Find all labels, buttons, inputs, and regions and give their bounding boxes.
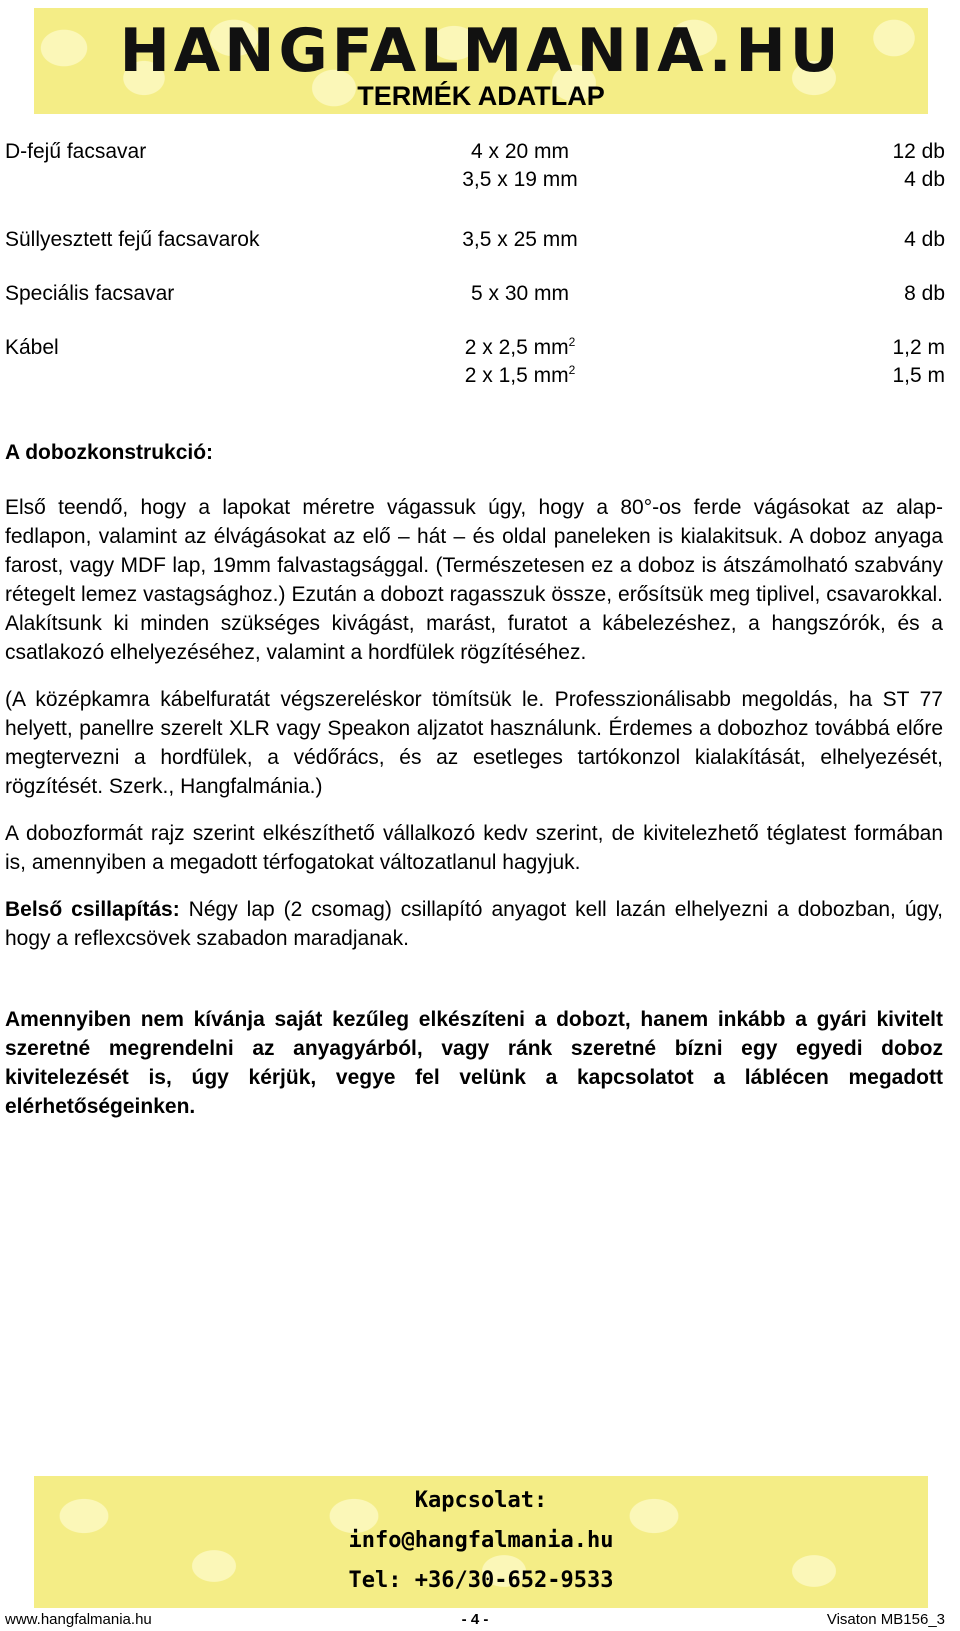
footer-page-number: - 4 - xyxy=(461,1611,489,1628)
paragraph-construction: Első teendő, hogy a lapokat méretre vágassuk úgy, hogy a 80°-os ferde vágásokat az alap- fedlapon, valamint az élvágásokat az elő – hát – és oldal paneleken is kialakitsuk. A doboz anyaga farost, vagy MDF lap, 19mm falvastagsággal. (Természetesen ez a doboz is átszámolható szabvány rétegelt lemez vastagsághoz.) Ezután a dobozt ragasszuk össze, erősítsük meg tiplivel, csavarokkal. Alakítsunk ki minden szükséges kivágást, marást, furatot a kábelezéshez, a hangszórók, és a csatlakozó elhelyezéséhez, valamint a hordfülek rögzítéséhez. xyxy=(5,496,943,664)
part-size-value: 3,5 x 25 mm xyxy=(462,228,578,251)
part-size-value: 2 x 2,5 mm xyxy=(464,336,569,359)
part-size-exponent: 2 xyxy=(568,335,576,349)
part-name: D-fejű facsavar xyxy=(5,140,147,163)
footer xyxy=(5,1610,945,1630)
contact-phone: Tel: +36/30-652-9533 xyxy=(348,1568,614,1593)
part-size xyxy=(365,362,675,390)
document-body xyxy=(5,438,943,1121)
site-logo: HANGFALMANIA.HU xyxy=(119,16,843,86)
part-item xyxy=(5,334,945,390)
part-quantity: 1,2 m xyxy=(892,336,945,359)
part-size-exponent: 2 xyxy=(568,363,576,377)
contact-email[interactable]: info@hangfalmania.hu xyxy=(348,1528,614,1553)
part-size-value: 4 x 20 mm xyxy=(470,140,570,163)
page-title: TERMÉK ADATLAP xyxy=(357,81,605,111)
part-quantity: 12 db xyxy=(892,140,945,163)
part-item xyxy=(5,280,945,308)
part-row xyxy=(5,280,945,308)
part-row xyxy=(5,166,945,194)
footer-website[interactable]: www.hangfalmania.hu xyxy=(5,1611,152,1628)
part-size xyxy=(365,334,675,362)
part-quantity: 4 db xyxy=(904,168,945,191)
section-title: A dobozkonstrukció: xyxy=(5,441,214,464)
part-name: Süllyesztett fejű facsavarok xyxy=(5,228,260,251)
part-row xyxy=(5,334,945,362)
part-quantity: 1,5 m xyxy=(892,364,945,387)
paragraph-editor-note: (A középkamra kábelfuratát végszereléskor tömítsük le. Professzionálisabb megoldás, ha ST 77 helyett, panellre szerelt XLR vagy Speakon aljzatot használunk. Érdemes a dobozhoz továbbá előre megtervezni a hordfülek, a védőrács, és az esetleges tartókonzol kialakítását, elhelyezését, rögzítését. Szerk., Hangfalmánia.) xyxy=(5,688,943,798)
part-row xyxy=(5,138,945,166)
damping-text: Négy lap (2 csomag) csillapító anyagot kell lazán elhelyezni a dobozban, úgy, hogy a reflexcsövek szabadon maradjanak. xyxy=(5,898,943,950)
part-size xyxy=(365,138,675,166)
part-size-value: 5 x 30 mm xyxy=(470,282,570,305)
header-banner xyxy=(34,8,928,114)
part-size xyxy=(365,166,675,194)
part-size-value: 2 x 1,5 mm xyxy=(464,364,569,387)
paragraph-box-shape: A dobozformát rajz szerint elkészíthető vállalkozó kedv szerint, de kivitelezhető téglatest formában is, amennyiben a megadott térfogatokat változatlanul hagyjuk. xyxy=(5,822,943,874)
part-size xyxy=(365,226,675,254)
part-size xyxy=(365,280,675,308)
parts-list xyxy=(5,138,945,390)
part-size-value: 3,5 x 19 mm xyxy=(462,168,578,191)
part-name: Kábel xyxy=(5,336,59,359)
footer-doc-id: Visaton MB156_3 xyxy=(826,1611,945,1628)
part-row xyxy=(5,226,945,254)
paragraph-order-notice: Amennyiben nem kívánja saját kezűleg elkészíteni a dobozt, hanem inkább a gyári kivitelt szeretné megrendelni az anyagyárból, vagy ránk szeretné bízni egy egyedi doboz kivitelezését is, úgy kérjük, vegye fel velünk a kapcsolatot a láblécen megadott elérhetőségeinken. xyxy=(5,1008,943,1118)
part-item xyxy=(5,138,945,194)
part-item xyxy=(5,226,945,254)
part-name: Speciális facsavar xyxy=(5,282,175,305)
damping-label: Belső csillapítás: xyxy=(5,898,180,921)
part-row xyxy=(5,362,945,390)
part-quantity: 4 db xyxy=(904,228,945,251)
paragraph-damping xyxy=(5,895,943,953)
contact-heading: Kapcsolat: xyxy=(414,1488,548,1513)
part-quantity: 8 db xyxy=(904,282,945,305)
contact-box xyxy=(34,1476,928,1608)
